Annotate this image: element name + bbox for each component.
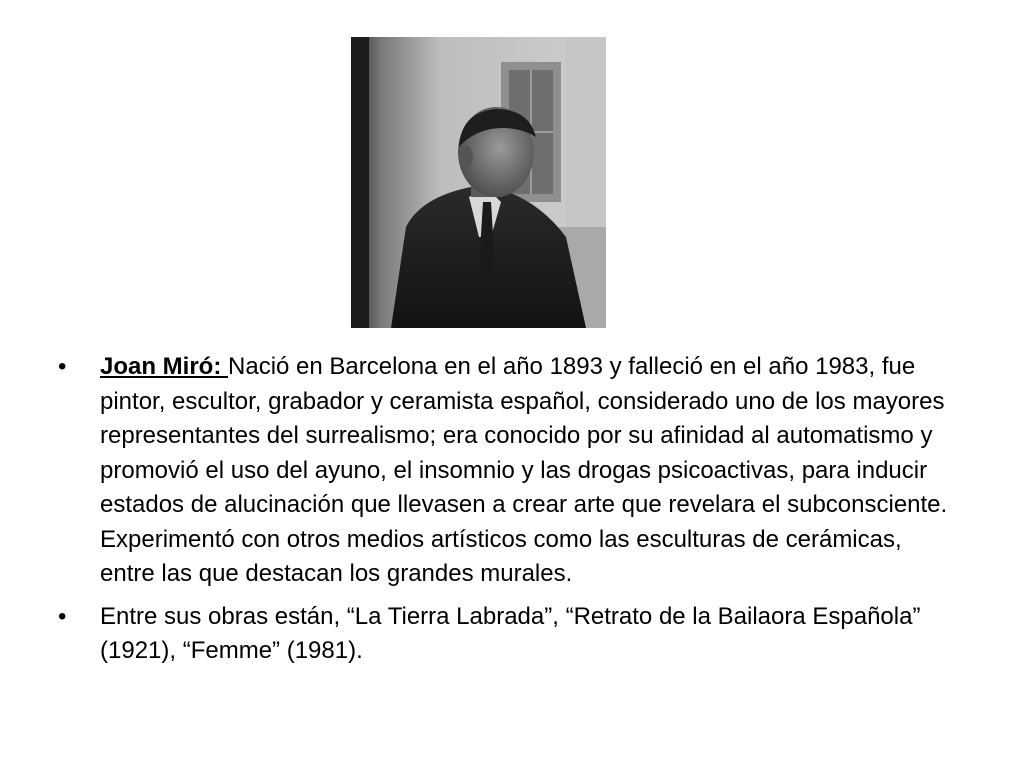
portrait-photo xyxy=(351,37,606,328)
bullet-item-works xyxy=(58,600,958,669)
bullet-list xyxy=(58,350,958,677)
bullet-text: Entre sus obras están, “La Tierra Labrada”, “Retrato de la Bailaora Española” (1921), “Femme” (1981). xyxy=(100,602,921,664)
bullet-text: Nació en Barcelona en el año 1893 y falleció en el año 1983, fue pintor, escultor, grabador y ceramista español, considerado uno de los mayores representantes del surrealismo; era conocido por su afinidad al automatismo y promovió el uso del ayuno, el insomnio y las drogas psicoactivas, para inducir estados de alucinación que llevasen a crear arte que revelara el subconsciente. Experimentó con otros medios artísticos como las esculturas de cerámicas, entre las que destacan los grandes murales. xyxy=(100,353,948,587)
artist-name: Joan Miró: xyxy=(100,353,229,380)
bullet-item-joan-miro xyxy=(58,350,958,592)
bullet-marker: • xyxy=(58,602,67,630)
bullet-marker: • xyxy=(58,353,67,380)
